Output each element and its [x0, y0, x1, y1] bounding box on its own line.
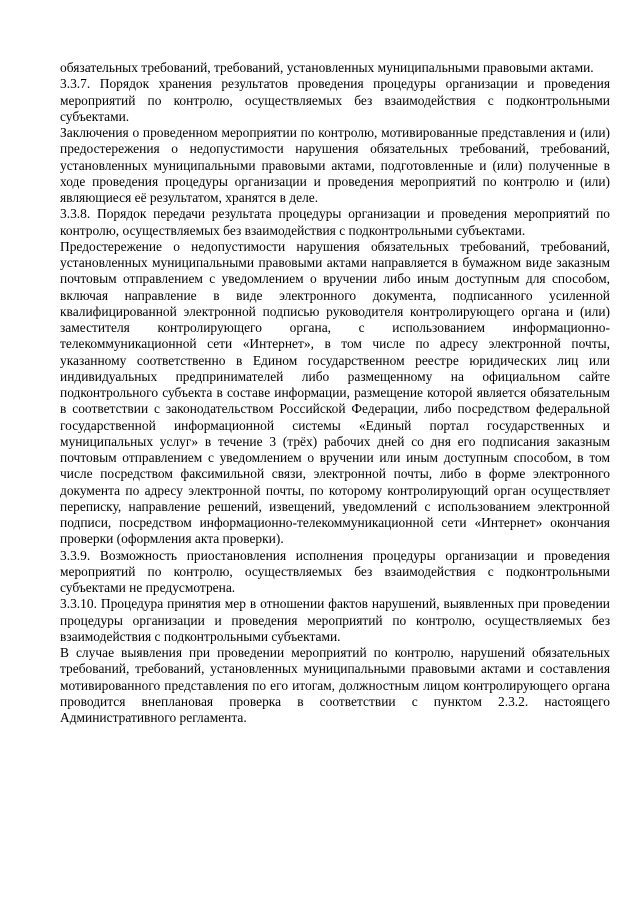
section-3-3-8-heading: 3.3.8. Порядок передачи результата процедуры организации и проведения мероприятий по контролю, осуществляемых без взаимодействия с подконтрольными субъектами. [60, 206, 610, 238]
section-3-3-9-paragraph: 3.3.9. Возможность приостановления исполнения процедуры организации и проведения мероприятий по контролю, осуществляемых без взаимодействия с подконтрольными субъектами не предусмотрена. [60, 547, 610, 595]
section-3-3-7-heading: 3.3.7. Порядок хранения результатов проведения процедуры организации и проведения мероприятий по контролю, осуществляемых без взаимодействия с подконтрольными субъектами. [60, 76, 610, 124]
section-3-3-8-body: Предостережение о недопустимости нарушения обязательных требований, требований, установленных муниципальными правовыми актами направляется в бумажном виде заказным почтовым отправлением с уведомлением о вручении либо иным доступным для способом, включая направление в виде электронного документа, подписанного усиленной квалифицированной электронной подписью руководителя контролирующего органа и (или) заместителя контролирующего органа, с использованием информационно-телекоммуникационной сети «Интернет», в том числе по адресу электронной почты, указанному соответственно в Едином государственном реестре юридических лиц или индивидуальных предпринимателей либо размещенному на официальном сайте подконтрольного субъекта в составе информации, размещение которой является обязательным в соответствии с законодательством Российской Федерации, либо посредством федеральной государственной информационной системы «Единый портал государственных и муниципальных услуг» в течение 3 (трёх) рабочих дней со дня его подписания заказным почтовым отправлением с уведомлением о вручении или иным доступным способом, в том числе посредством факсимильной связи, электронной почты, либо в форме электронного документа по адресу электронной почты, по которому контролирующий орган осуществляет переписку, направление решений, извещений, уведомлений с использованием электронной подписи, посредством информационно-телекоммуникационной сети «Интернет» окончания проверки (оформления акта проверки). [60, 238, 610, 547]
section-3-3-10-heading: 3.3.10. Процедура принятия мер в отношении фактов нарушений, выявленных при проведении процедуры организации и проведения мероприятий по контролю, осуществляемых без взаимодействия с подконтрольными субъектами. [60, 596, 610, 644]
section-3-3-10-body: В случае выявления при проведении мероприятий по контролю, нарушений обязательных требований, требований, установленных муниципальными правовыми актами и составления мотивированного представления по его итогам, должностным лицом контролирующего органа проводится внеплановая проверка в соответствии с пунктом 2.3.2. настоящего Административного регламента. [60, 645, 610, 725]
section-3-3-7-body: Заключения о проведенном мероприятии по контролю, мотивированные представления и (или) предостережения о недопустимости нарушения обязательных требований, требований, установленных муниципальными правовыми актами, подготовленные и (или) полученные в ходе проведения процедуры организации и проведения мероприятий по контролю и (или) являющиеся её результатом, хранятся в деле. [60, 125, 610, 205]
paragraph-continuation: обязательных требований, требований, установленных муниципальными правовыми актами. [60, 60, 594, 75]
document-page [60, 60, 610, 726]
